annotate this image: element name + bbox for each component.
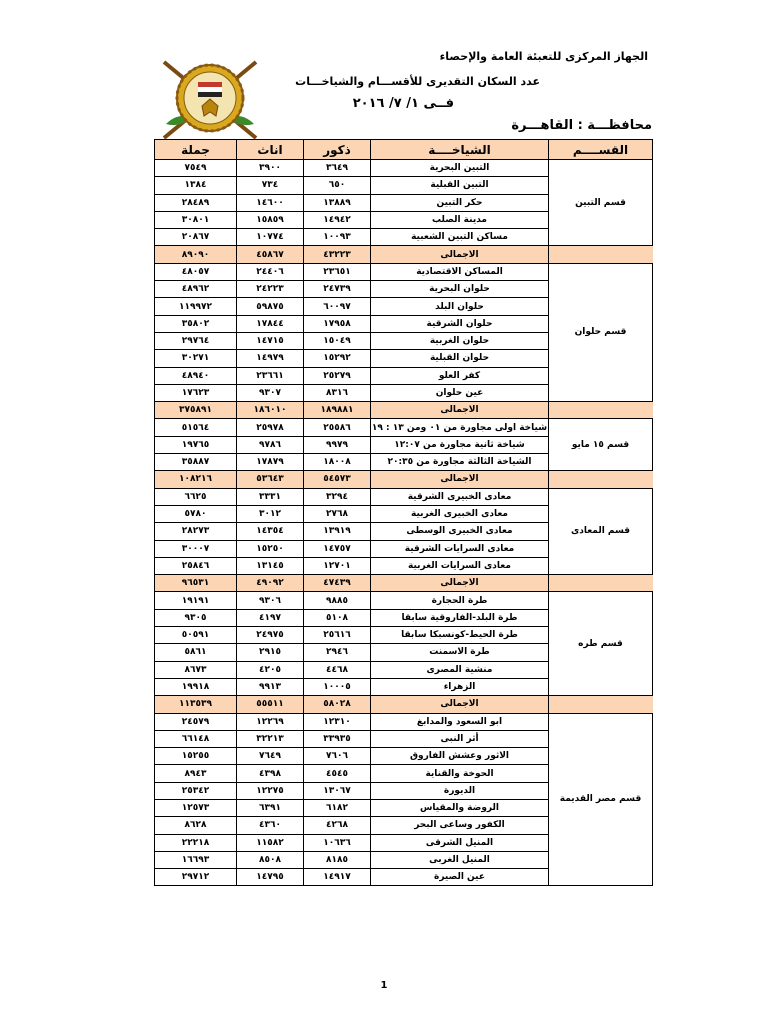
total-cell: ١٧٦٢٣ xyxy=(155,384,237,401)
section-total-row xyxy=(155,246,653,263)
males-cell: ٦٥٠ xyxy=(304,177,371,194)
males-cell: ٣٦٤٩ xyxy=(304,160,371,177)
district-name-cell: الزهراء xyxy=(371,678,549,695)
section-total-sum: ٩٦٥٣١ xyxy=(155,575,237,592)
males-cell: ١٣٠٦٧ xyxy=(304,782,371,799)
report-date: فــى ١/ ٧/ ٢٠١٦ xyxy=(352,96,454,111)
section-total-row xyxy=(155,402,653,419)
females-cell: ١٥٢٥٠ xyxy=(237,540,304,557)
males-cell: ١٠٠٠٥ xyxy=(304,678,371,695)
females-cell: ١٢٢٧٥ xyxy=(237,782,304,799)
females-cell: ٢٤٤٠٦ xyxy=(237,263,304,280)
males-cell: ١٣٩١٩ xyxy=(304,523,371,540)
males-cell: ١٣٨٨٩ xyxy=(304,194,371,211)
population-table xyxy=(154,139,653,886)
district-name-cell: كفر العلو xyxy=(371,367,549,384)
district-name-cell: طرة البلد-الفاروقية سابقا xyxy=(371,609,549,626)
males-cell: ٢٥٦١٦ xyxy=(304,627,371,644)
females-cell: ١٧٨٤٤ xyxy=(237,315,304,332)
total-cell: ٥١٥٦٤ xyxy=(155,419,237,436)
total-cell: ٣٠٢٧١ xyxy=(155,350,237,367)
section-total-blank xyxy=(549,402,653,419)
females-cell: ٣٠١٢ xyxy=(237,505,304,522)
total-cell: ٦٦١٤٨ xyxy=(155,730,237,747)
females-cell: ٧٦٤٩ xyxy=(237,748,304,765)
col-header-females: اناث xyxy=(237,140,304,160)
total-cell: ١٥٢٥٥ xyxy=(155,748,237,765)
females-cell: ١٤٦٠٠ xyxy=(237,194,304,211)
females-cell: ٤٢٠٥ xyxy=(237,661,304,678)
district-name-cell: المنيل الغربى xyxy=(371,851,549,868)
section-name-cell: قسم التبين xyxy=(549,160,653,246)
col-header-males: ذكور xyxy=(304,140,371,160)
total-cell: ١٣٨٤ xyxy=(155,177,237,194)
total-cell: ٢٨٤٨٩ xyxy=(155,194,237,211)
males-cell: ١٢٣١٠ xyxy=(304,713,371,730)
males-cell: ١٥٠٤٩ xyxy=(304,332,371,349)
total-cell: ٨٦٧٣ xyxy=(155,661,237,678)
district-name-cell: حلوان البلد xyxy=(371,298,549,315)
total-cell: ٥٠٥٩١ xyxy=(155,627,237,644)
section-name-cell: قسم ١٥ مايو xyxy=(549,419,653,471)
section-total-sum: ٨٩٠٩٠ xyxy=(155,246,237,263)
males-cell: ٨٣١٦ xyxy=(304,384,371,401)
total-cell: ١٩١٩١ xyxy=(155,592,237,609)
district-name-cell: عين حلوان xyxy=(371,384,549,401)
total-cell: ٨٦٢٨ xyxy=(155,817,237,834)
females-cell: ٥٩٨٧٥ xyxy=(237,298,304,315)
females-cell: ١٤٧١٥ xyxy=(237,332,304,349)
table-row xyxy=(155,160,653,177)
section-total-label: الاجمالى xyxy=(371,246,549,263)
females-cell: ١٣١٤٥ xyxy=(237,557,304,574)
table-body xyxy=(155,160,653,886)
district-name-cell: الروضة والمقياس xyxy=(371,799,549,816)
governorate-label: محافظـــة : القاهـــرة xyxy=(511,118,652,133)
section-total-sum: ١١٣٥٣٩ xyxy=(155,696,237,713)
district-name-cell: التبين القبلية xyxy=(371,177,549,194)
total-cell: ٩٣٠٥ xyxy=(155,609,237,626)
males-cell: ١٤٩١٧ xyxy=(304,869,371,886)
females-cell: ٩٩١٣ xyxy=(237,678,304,695)
table-header-row xyxy=(155,140,653,160)
capmas-logo-icon xyxy=(158,52,262,144)
males-cell: ١٤٩٤٢ xyxy=(304,211,371,228)
table-row xyxy=(155,713,653,730)
males-cell: ٨١٨٥ xyxy=(304,851,371,868)
district-name-cell: أثر النبى xyxy=(371,730,549,747)
females-cell: ٢٣٦٦١ xyxy=(237,367,304,384)
district-name-cell: حكر التبين xyxy=(371,194,549,211)
females-cell: ١٠٧٧٤ xyxy=(237,229,304,246)
table-row xyxy=(155,592,653,609)
males-cell: ٢٣٦٥١ xyxy=(304,263,371,280)
section-total-row xyxy=(155,696,653,713)
col-header-section: القســــم xyxy=(549,140,653,160)
total-cell: ٤٨٩٤٠ xyxy=(155,367,237,384)
males-cell: ٤٤٦٨ xyxy=(304,661,371,678)
section-total-males: ١٨٩٨٨١ xyxy=(304,402,371,419)
table-row xyxy=(155,419,653,436)
females-cell: ٤٣٦٠ xyxy=(237,817,304,834)
total-cell: ٢٢٢١٨ xyxy=(155,834,237,851)
females-cell: ١٥٨٥٩ xyxy=(237,211,304,228)
males-cell: ١٤٧٥٧ xyxy=(304,540,371,557)
males-cell: ٢٥٢٧٩ xyxy=(304,367,371,384)
males-cell: ١٠٠٩٣ xyxy=(304,229,371,246)
males-cell: ٢٤٧٣٩ xyxy=(304,281,371,298)
females-cell: ٢٥٩٧٨ xyxy=(237,419,304,436)
total-cell: ١٩٧٦٥ xyxy=(155,436,237,453)
section-total-sum: ١٠٨٢١٦ xyxy=(155,471,237,488)
total-cell: ٣٠٠٠٧ xyxy=(155,540,237,557)
district-name-cell: الحوخة والقناية xyxy=(371,765,549,782)
section-total-males: ٤٣٢٢٣ xyxy=(304,246,371,263)
section-total-sum: ٣٧٥٨٩١ xyxy=(155,402,237,419)
page-number: 1 xyxy=(380,980,388,991)
males-cell: ٤٥٤٥ xyxy=(304,765,371,782)
col-header-district: الشياخــــة xyxy=(371,140,549,160)
section-total-blank xyxy=(549,471,653,488)
total-cell: ٣٠٨٠١ xyxy=(155,211,237,228)
section-total-label: الاجمالى xyxy=(371,696,549,713)
district-name-cell: حلوان البحرية xyxy=(371,281,549,298)
district-name-cell: شياخة ثانية مجاورة من ١٢:٠٧ xyxy=(371,436,549,453)
males-cell: ٢٩٤٦ xyxy=(304,644,371,661)
district-name-cell: المنيل الشرقى xyxy=(371,834,549,851)
females-cell: ٢٩١٥ xyxy=(237,644,304,661)
males-cell: ١٥٢٩٢ xyxy=(304,350,371,367)
females-cell: ٨٥٠٨ xyxy=(237,851,304,868)
district-name-cell: معادى السرايات الغربية xyxy=(371,557,549,574)
total-cell: ٥٧٨٠ xyxy=(155,505,237,522)
total-cell: ٨٩٤٣ xyxy=(155,765,237,782)
district-name-cell: منشية المصرى xyxy=(371,661,549,678)
males-cell: ٧٦٠٦ xyxy=(304,748,371,765)
district-name-cell: الشياخة الثالثة مجاورة من ٢٠:٣٥ xyxy=(371,454,549,471)
district-name-cell: حلوان القبلية xyxy=(371,350,549,367)
males-cell: ٥١٠٨ xyxy=(304,609,371,626)
males-cell: ١٠٦٣٦ xyxy=(304,834,371,851)
males-cell: ١٧٩٥٨ xyxy=(304,315,371,332)
district-name-cell: طرة الاسمنت xyxy=(371,644,549,661)
males-cell: ٢٧٦٨ xyxy=(304,505,371,522)
females-cell: ٩٧٨٦ xyxy=(237,436,304,453)
district-name-cell: معادى الخبيرى الغربية xyxy=(371,505,549,522)
section-total-females: ٥٣٦٤٣ xyxy=(237,471,304,488)
district-name-cell: الديورة xyxy=(371,782,549,799)
total-cell: ٢٠٨٦٧ xyxy=(155,229,237,246)
district-name-cell: مدينة الصلب xyxy=(371,211,549,228)
females-cell: ٤٣٩٨ xyxy=(237,765,304,782)
females-cell: ١٤٣٥٤ xyxy=(237,523,304,540)
district-name-cell: معادى الخبيرى الوسطى xyxy=(371,523,549,540)
section-total-females: ٤٥٨٦٧ xyxy=(237,246,304,263)
table-row xyxy=(155,263,653,280)
district-name-cell: معادى السرايات الشرقية xyxy=(371,540,549,557)
females-cell: ٢٤٢٢٣ xyxy=(237,281,304,298)
total-cell: ٦٦٢٥ xyxy=(155,488,237,505)
males-cell: ١٨٠٠٨ xyxy=(304,454,371,471)
section-total-blank xyxy=(549,575,653,592)
table-row xyxy=(155,488,653,505)
col-header-total: جملة xyxy=(155,140,237,160)
females-cell: ١٤٧٩٥ xyxy=(237,869,304,886)
district-name-cell: الاثور وعشش الفاروق xyxy=(371,748,549,765)
total-cell: ٣٥٨٨٧ xyxy=(155,454,237,471)
females-cell: ١١٥٨٢ xyxy=(237,834,304,851)
females-cell: ١٤٩٧٩ xyxy=(237,350,304,367)
females-cell: ٧٣٤ xyxy=(237,177,304,194)
section-total-males: ٥٨٠٢٨ xyxy=(304,696,371,713)
district-name-cell: شياخة اولى مجاورة من ٠١ ومن ١٣ : ١٩ xyxy=(371,419,549,436)
district-name-cell: حلوان الشرقية xyxy=(371,315,549,332)
district-name-cell: عين الصيرة xyxy=(371,869,549,886)
females-cell: ٤١٩٧ xyxy=(237,609,304,626)
females-cell: ١٧٨٧٩ xyxy=(237,454,304,471)
agency-title: الجهاز المركزى للتعبئة العامة والإحصاء xyxy=(439,50,648,63)
males-cell: ٩٩٧٩ xyxy=(304,436,371,453)
females-cell: ٢٤٩٧٥ xyxy=(237,627,304,644)
section-total-row xyxy=(155,471,653,488)
males-cell: ٦١٨٢ xyxy=(304,799,371,816)
section-total-blank xyxy=(549,696,653,713)
report-subtitle: عدد السكان التقديرى للأقســـام والشياخـــات xyxy=(295,75,540,88)
total-cell: ٢٩٧١٢ xyxy=(155,869,237,886)
total-cell: ٧٥٤٩ xyxy=(155,160,237,177)
females-cell: ٣٣٣١ xyxy=(237,488,304,505)
total-cell: ٣٥٨٠٢ xyxy=(155,315,237,332)
section-name-cell: قسم حلوان xyxy=(549,263,653,401)
total-cell: ٢٤٥٧٩ xyxy=(155,713,237,730)
males-cell: ٢٥٥٨٦ xyxy=(304,419,371,436)
females-cell: ٩٣٠٧ xyxy=(237,384,304,401)
females-cell: ١٢٢٦٩ xyxy=(237,713,304,730)
section-total-label: الاجمالى xyxy=(371,471,549,488)
males-cell: ١٢٧٠١ xyxy=(304,557,371,574)
females-cell: ٣٩٠٠ xyxy=(237,160,304,177)
section-name-cell: قسم مصر القديمة xyxy=(549,713,653,886)
total-cell: ٢٥٨٤٦ xyxy=(155,557,237,574)
total-cell: ٤٨٩٦٢ xyxy=(155,281,237,298)
district-name-cell: الكفور وساعى البحر xyxy=(371,817,549,834)
district-name-cell: التبين البحرية xyxy=(371,160,549,177)
males-cell: ٣٣٩٣٥ xyxy=(304,730,371,747)
males-cell: ٦٠٠٩٧ xyxy=(304,298,371,315)
total-cell: ٤٨٠٥٧ xyxy=(155,263,237,280)
total-cell: ٢٥٣٤٢ xyxy=(155,782,237,799)
section-total-label: الاجمالى xyxy=(371,575,549,592)
section-total-row xyxy=(155,575,653,592)
total-cell: ٥٨٦١ xyxy=(155,644,237,661)
females-cell: ٦٣٩١ xyxy=(237,799,304,816)
males-cell: ٩٨٨٥ xyxy=(304,592,371,609)
district-name-cell: معادى الخبيرى الشرقية xyxy=(371,488,549,505)
district-name-cell: ابو السعود والمدابغ xyxy=(371,713,549,730)
district-name-cell: المساكن الاقتصادية xyxy=(371,263,549,280)
district-name-cell: مساكن التبين الشعبية xyxy=(371,229,549,246)
district-name-cell: طرة الحجارة xyxy=(371,592,549,609)
section-total-label: الاجمالى xyxy=(371,402,549,419)
section-name-cell: قسم المعادى xyxy=(549,488,653,574)
total-cell: ٢٩٧٦٤ xyxy=(155,332,237,349)
total-cell: ٢٨٢٧٣ xyxy=(155,523,237,540)
district-name-cell: حلوان الغربية xyxy=(371,332,549,349)
section-total-males: ٤٧٤٣٩ xyxy=(304,575,371,592)
section-total-females: ١٨٦٠١٠ xyxy=(237,402,304,419)
section-total-males: ٥٤٥٧٣ xyxy=(304,471,371,488)
males-cell: ٣٢٩٤ xyxy=(304,488,371,505)
total-cell: ١٩٩١٨ xyxy=(155,678,237,695)
total-cell: ١٢٥٧٣ xyxy=(155,799,237,816)
section-total-females: ٤٩٠٩٢ xyxy=(237,575,304,592)
females-cell: ٣٢٢١٣ xyxy=(237,730,304,747)
district-name-cell: طرة الحيط-كونسبكا سابقا xyxy=(371,627,549,644)
total-cell: ١٦٦٩٣ xyxy=(155,851,237,868)
total-cell: ١١٩٩٧٢ xyxy=(155,298,237,315)
section-total-blank xyxy=(549,246,653,263)
females-cell: ٩٣٠٦ xyxy=(237,592,304,609)
section-name-cell: قسم طره xyxy=(549,592,653,696)
section-total-females: ٥٥٥١١ xyxy=(237,696,304,713)
males-cell: ٤٢٦٨ xyxy=(304,817,371,834)
